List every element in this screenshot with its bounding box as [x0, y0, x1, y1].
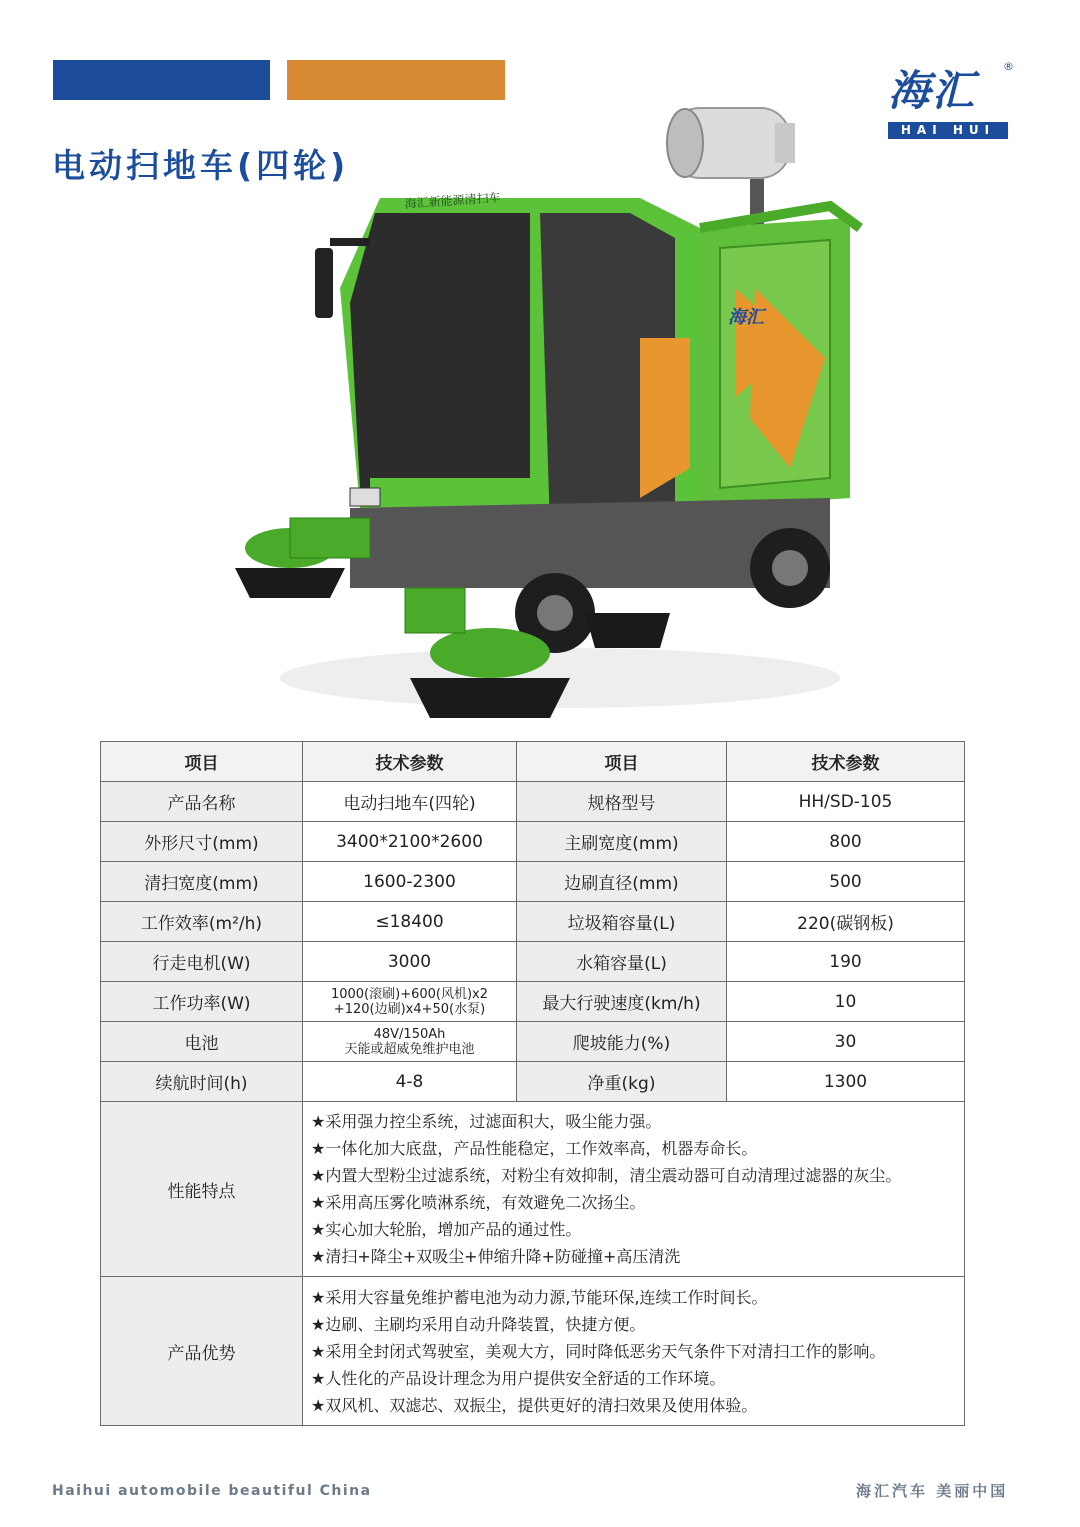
spec-value: 500	[727, 862, 965, 902]
list-item: ★采用全封闭式驾驶室，美观大方，同时降低恶劣天气条件下对清扫工作的影响。	[311, 1341, 886, 1361]
spec-value: 48V/150Ah 天能或超威免维护电池	[303, 1022, 517, 1062]
spec-key: 最大行驶速度(km/h)	[517, 982, 727, 1022]
spec-key: 水箱容量(L)	[517, 942, 727, 982]
logo-english: HAI HUI	[888, 122, 1008, 139]
spec-value: 3400*2100*2600	[303, 822, 517, 862]
spec-key: 主刷宽度(mm)	[517, 822, 727, 862]
spec-value: HH/SD-105	[727, 782, 965, 822]
table-row	[101, 1062, 965, 1102]
header-param: 技术参数	[727, 742, 965, 782]
spec-value: 4-8	[303, 1062, 517, 1102]
spec-value: 10	[727, 982, 965, 1022]
spec-key: 电池	[101, 1022, 303, 1062]
spec-value: 1300	[727, 1062, 965, 1102]
list-item: ★双风机、双滤芯、双振尘，提供更好的清扫效果及使用体验。	[311, 1395, 758, 1415]
footer-slogan-en: Haihui automobile beautiful China	[52, 1483, 372, 1499]
header-param: 技术参数	[303, 742, 517, 782]
spec-value: 1000(滚刷)+600(风机)x2 +120(边刷)x4+50(水泵)	[303, 982, 517, 1022]
street-sweeper-image	[230, 88, 870, 728]
spec-key: 爬坡能力(%)	[517, 1022, 727, 1062]
spec-key: 工作效率(m²/h)	[101, 902, 303, 942]
spec-key: 产品名称	[101, 782, 303, 822]
list-item: ★人性化的产品设计理念为用户提供安全舒适的工作环境。	[311, 1368, 726, 1388]
spec-value: 1600-2300	[303, 862, 517, 902]
cab-sign: 海汇新能源清扫车	[404, 190, 501, 211]
spec-value: 800	[727, 822, 965, 862]
panel-logo: 海汇	[728, 307, 764, 328]
features-label: 性能特点	[101, 1102, 303, 1277]
spec-key: 清扫宽度(mm)	[101, 862, 303, 902]
advantages-label: 产品优势	[101, 1277, 303, 1426]
spec-table	[100, 741, 965, 1426]
footer-slogan-cn: 海汇汽车 美丽中国	[856, 1482, 1009, 1500]
table-row	[101, 862, 965, 902]
brand-logo	[884, 62, 1014, 142]
registered-mark: ®	[1003, 60, 1014, 73]
spec-value: 电动扫地车(四轮)	[303, 782, 517, 822]
list-item: ★一体化加大底盘，产品性能稳定，工作效率高，机器寿命长。	[311, 1139, 758, 1158]
logo-chinese: 海汇	[888, 66, 977, 115]
header-item: 项目	[517, 742, 727, 782]
list-item: ★采用高压雾化喷淋系统，有效避免二次扬尘。	[311, 1193, 646, 1212]
spec-value: 3000	[303, 942, 517, 982]
list-item: ★实心加大轮胎，增加产品的通过性。	[311, 1220, 582, 1239]
table-row	[101, 982, 965, 1022]
spec-value: 220(碳钢板)	[727, 902, 965, 942]
mist-cannon-icon	[667, 108, 795, 228]
table-header-row	[101, 742, 965, 782]
table-row	[101, 822, 965, 862]
table-row	[101, 902, 965, 942]
spec-value: 30	[727, 1022, 965, 1062]
advantages-row	[101, 1277, 965, 1426]
spec-value: ≤18400	[303, 902, 517, 942]
spec-key: 规格型号	[517, 782, 727, 822]
table-row	[101, 942, 965, 982]
table-row	[101, 1022, 965, 1062]
page-title: 电动扫地车(四轮)	[52, 146, 350, 185]
spec-key: 续航时间(h)	[101, 1062, 303, 1102]
features-list	[303, 1102, 965, 1277]
list-item: ★内置大型粉尘过滤系统，对粉尘有效抑制，清尘震动器可自动清理过滤器的灰尘。	[311, 1166, 902, 1185]
list-item: ★采用强力控尘系统，过滤面积大，吸尘能力强。	[311, 1112, 662, 1131]
advantages-list	[303, 1277, 965, 1426]
spec-value: 190	[727, 942, 965, 982]
spec-key: 净重(kg)	[517, 1062, 727, 1102]
list-item: ★清扫+降尘+双吸尘+伸缩升降+防碰撞+高压清洗	[311, 1247, 681, 1266]
spec-key: 工作功率(W)	[101, 982, 303, 1022]
list-item: ★采用大容量免维护蓄电池为动力源,节能环保,连续工作时间长。	[311, 1287, 768, 1307]
spec-key: 行走电机(W)	[101, 942, 303, 982]
header-item: 项目	[101, 742, 303, 782]
spec-key: 边刷直径(mm)	[517, 862, 727, 902]
table-row	[101, 782, 965, 822]
list-item: ★边刷、主刷均采用自动升降装置，快捷方便。	[311, 1314, 646, 1334]
features-row	[101, 1102, 965, 1277]
spec-key: 垃圾箱容量(L)	[517, 902, 727, 942]
spec-key: 外形尺寸(mm)	[101, 822, 303, 862]
